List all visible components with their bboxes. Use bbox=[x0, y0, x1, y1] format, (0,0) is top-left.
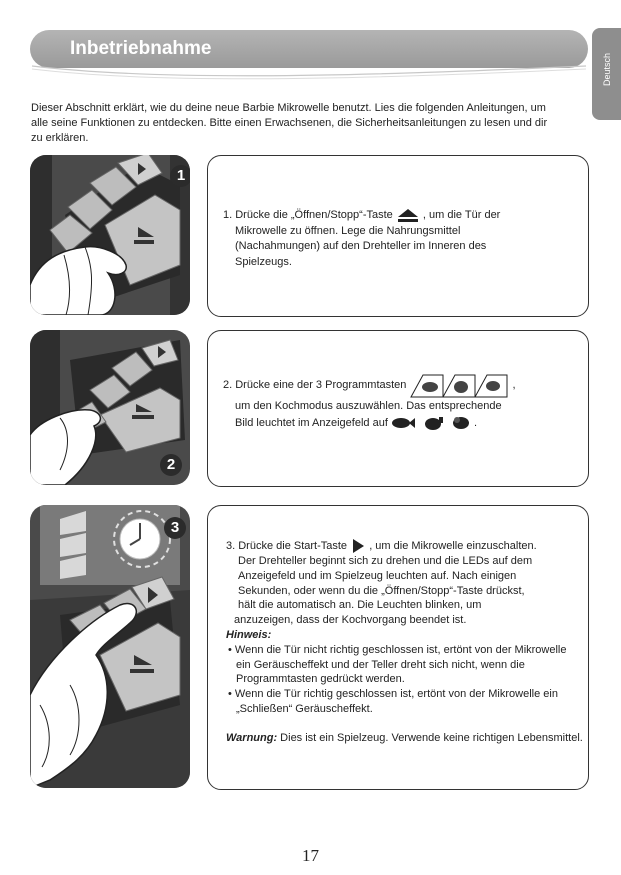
vegetable-icon bbox=[453, 417, 469, 429]
step-2-text bbox=[223, 371, 583, 431]
page-number: 17 bbox=[302, 846, 319, 865]
step-2-line-1-pre: 2. Drücke eine der 3 Programmtasten bbox=[223, 378, 407, 391]
header-swoosh-decoration bbox=[30, 60, 590, 82]
warning-text: Dies ist ein Spielzeug. Verwende keine richtigen Lebensmittel. bbox=[277, 731, 583, 744]
warning-label: Warnung: bbox=[226, 731, 278, 744]
step-3-line-2: Der Drehteller beginnt sich zu drehen und die LEDs auf dem bbox=[238, 555, 533, 567]
hint-title: Hinweis: bbox=[226, 628, 272, 641]
step-3-badge: 3 bbox=[164, 517, 186, 539]
warning bbox=[226, 731, 584, 746]
step-2-box bbox=[207, 330, 589, 487]
step-3-line-1-post: , um die Mikrowelle einzuschalten. bbox=[369, 539, 537, 552]
step-2-line-3-post: . bbox=[474, 416, 478, 429]
step-1-badge: 1 bbox=[170, 165, 190, 187]
step-3-line-6: anzuzeigen, dass der Kochvorgang beendet ist. bbox=[234, 614, 467, 627]
step-2-line-1-post: , bbox=[512, 378, 516, 391]
step-3-text bbox=[226, 538, 584, 746]
step-3-box bbox=[207, 505, 589, 790]
step-3-photo bbox=[30, 505, 190, 788]
step-2-line-3-pre: Bild leuchtet im Anzeigefeld auf bbox=[235, 416, 388, 429]
step-1-line-1-post: , um die Tür der bbox=[422, 209, 501, 221]
step-1-line-3: (Nachahmungen) auf den Drehteller im Inneren des bbox=[235, 240, 487, 252]
step-1-photo bbox=[30, 155, 190, 315]
intro-paragraph: Dieser Abschnitt erklärt, wie du deine neue Barbie Mikrowelle benutzt. Lies die folgenden Anleitungen, um alle seine Funktionen zu entdecken. Bitte einen Erwachsenen, die Sicherheitsanleitungen zu lesen und dir zu erklären. bbox=[31, 102, 548, 144]
fish-icon bbox=[392, 418, 415, 428]
step-1-line-4: Spielzeugs. bbox=[235, 255, 292, 268]
display-icons bbox=[391, 415, 471, 431]
language-label: Deutsch bbox=[602, 52, 612, 86]
hint-bullet-1: • Wenn die Tür nicht richtig geschlossen ist, ertönt von der Mikrowelle ein Geräuscheffekt und der Teller dreht sich nicht, wenn die Programmtasten gedrückt werden. bbox=[228, 643, 567, 686]
hint-bullet-2: • Wenn die Tür richtig geschlossen ist, ertönt von der Mikrowelle ein „Schließen“ Geräuscheffekt. bbox=[228, 688, 558, 715]
step-2-line-2: um den Kochmodus auszuwählen. Das entsprechende bbox=[235, 400, 502, 412]
step-3-line-3: Anzeigefeld und im Spielzeug leuchten auf. Nach einigen bbox=[238, 569, 517, 582]
program-buttons-icon bbox=[409, 371, 509, 399]
step-3-line-1-pre: 3. Drücke die Start-Taste bbox=[226, 539, 348, 552]
step-1-text bbox=[223, 208, 583, 270]
eject-icon bbox=[396, 208, 420, 222]
step-1-line-1-pre: 1. Drücke die „Öffnen/Stopp“-Taste bbox=[223, 209, 393, 221]
step-1-line-2: Mikrowelle zu öffnen. Lege die Nahrungsmittel bbox=[235, 224, 461, 237]
step-3-line-4: Sekunden, oder wenn du die „Öffnen/Stopp“-Taste drückst, bbox=[238, 584, 525, 597]
step-2-badge: 2 bbox=[160, 454, 182, 476]
step-3-line-5: hält die automatisch an. Die Leuchten blinken, um bbox=[238, 599, 482, 612]
step-1-box bbox=[207, 155, 589, 317]
chicken-icon bbox=[425, 417, 443, 430]
language-tab bbox=[592, 28, 621, 120]
play-icon bbox=[350, 538, 366, 554]
step-2-photo bbox=[30, 330, 190, 485]
section-title: Inbetriebnahme bbox=[70, 38, 212, 59]
